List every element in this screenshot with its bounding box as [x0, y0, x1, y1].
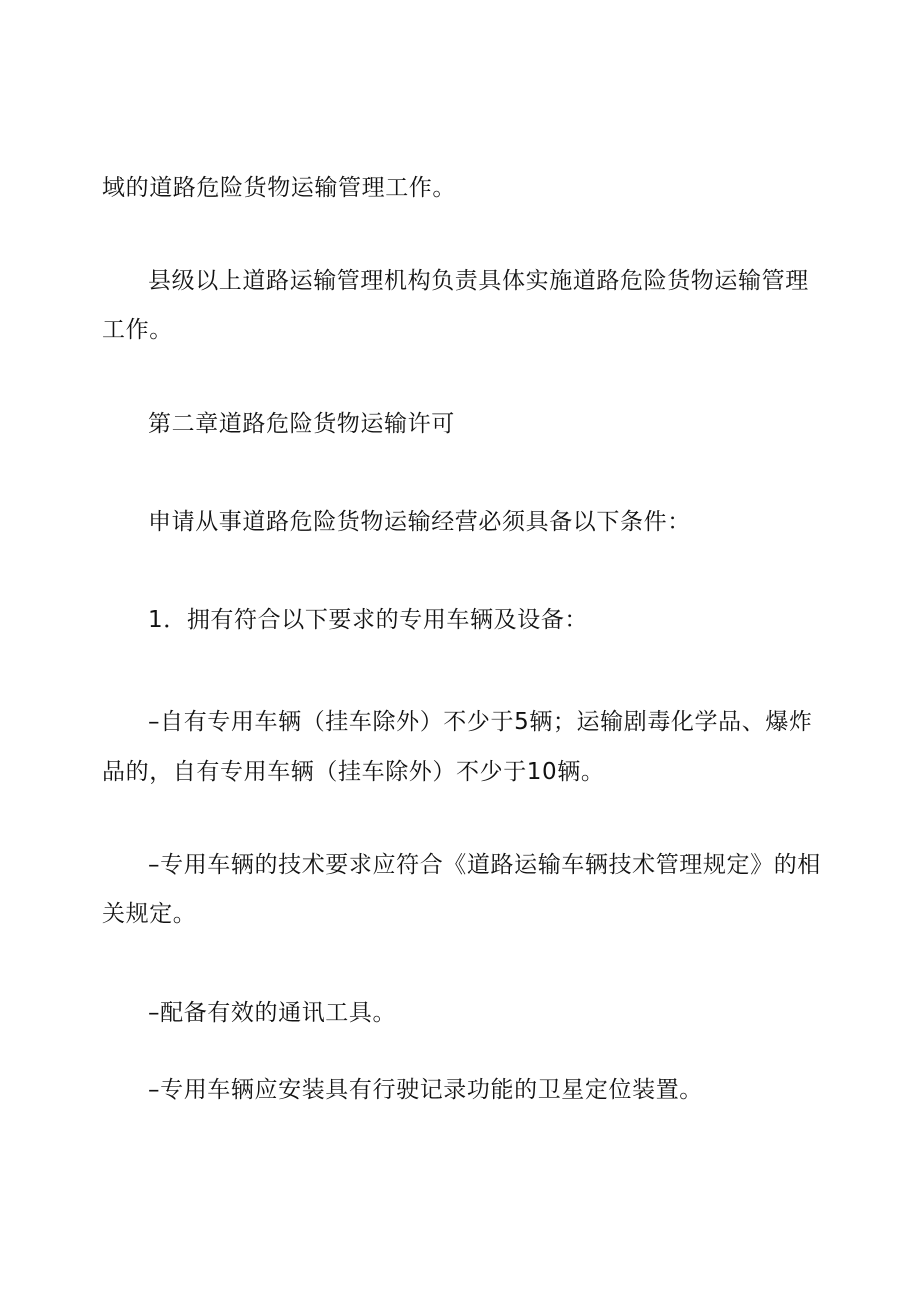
- sub-item-line: –配备有效的通讯工具。: [148, 1000, 397, 1026]
- paragraph-line: 申请从事道路危险货物运输经营必须具备以下条件：: [148, 509, 691, 535]
- paragraph-continuation: 域的道路危险货物运输管理工作。: [102, 175, 456, 201]
- paragraph-line: 县级以上道路运输管理机构负责具体实施道路危险货物运输管理: [148, 268, 809, 294]
- sub-item-line: –专用车辆的技术要求应符合《道路运输车辆技术管理规定》的相: [148, 852, 821, 878]
- sub-item-line: 品的，自有专用车辆（挂车除外）不少于10辆。: [102, 759, 605, 785]
- sub-item-line: –自有专用车辆（挂车除外）不少于5辆；运输剧毒化学品、爆炸: [148, 709, 813, 735]
- sub-item-line: 关规定。: [102, 901, 197, 927]
- sub-item-line: –专用车辆应安装具有行驶记录功能的卫星定位装置。: [148, 1077, 703, 1103]
- list-item: 1．拥有符合以下要求的专用车辆及设备：: [148, 607, 589, 633]
- paragraph-line: 工作。: [102, 317, 173, 343]
- chapter-heading: 第二章道路危险货物运输许可: [148, 411, 455, 437]
